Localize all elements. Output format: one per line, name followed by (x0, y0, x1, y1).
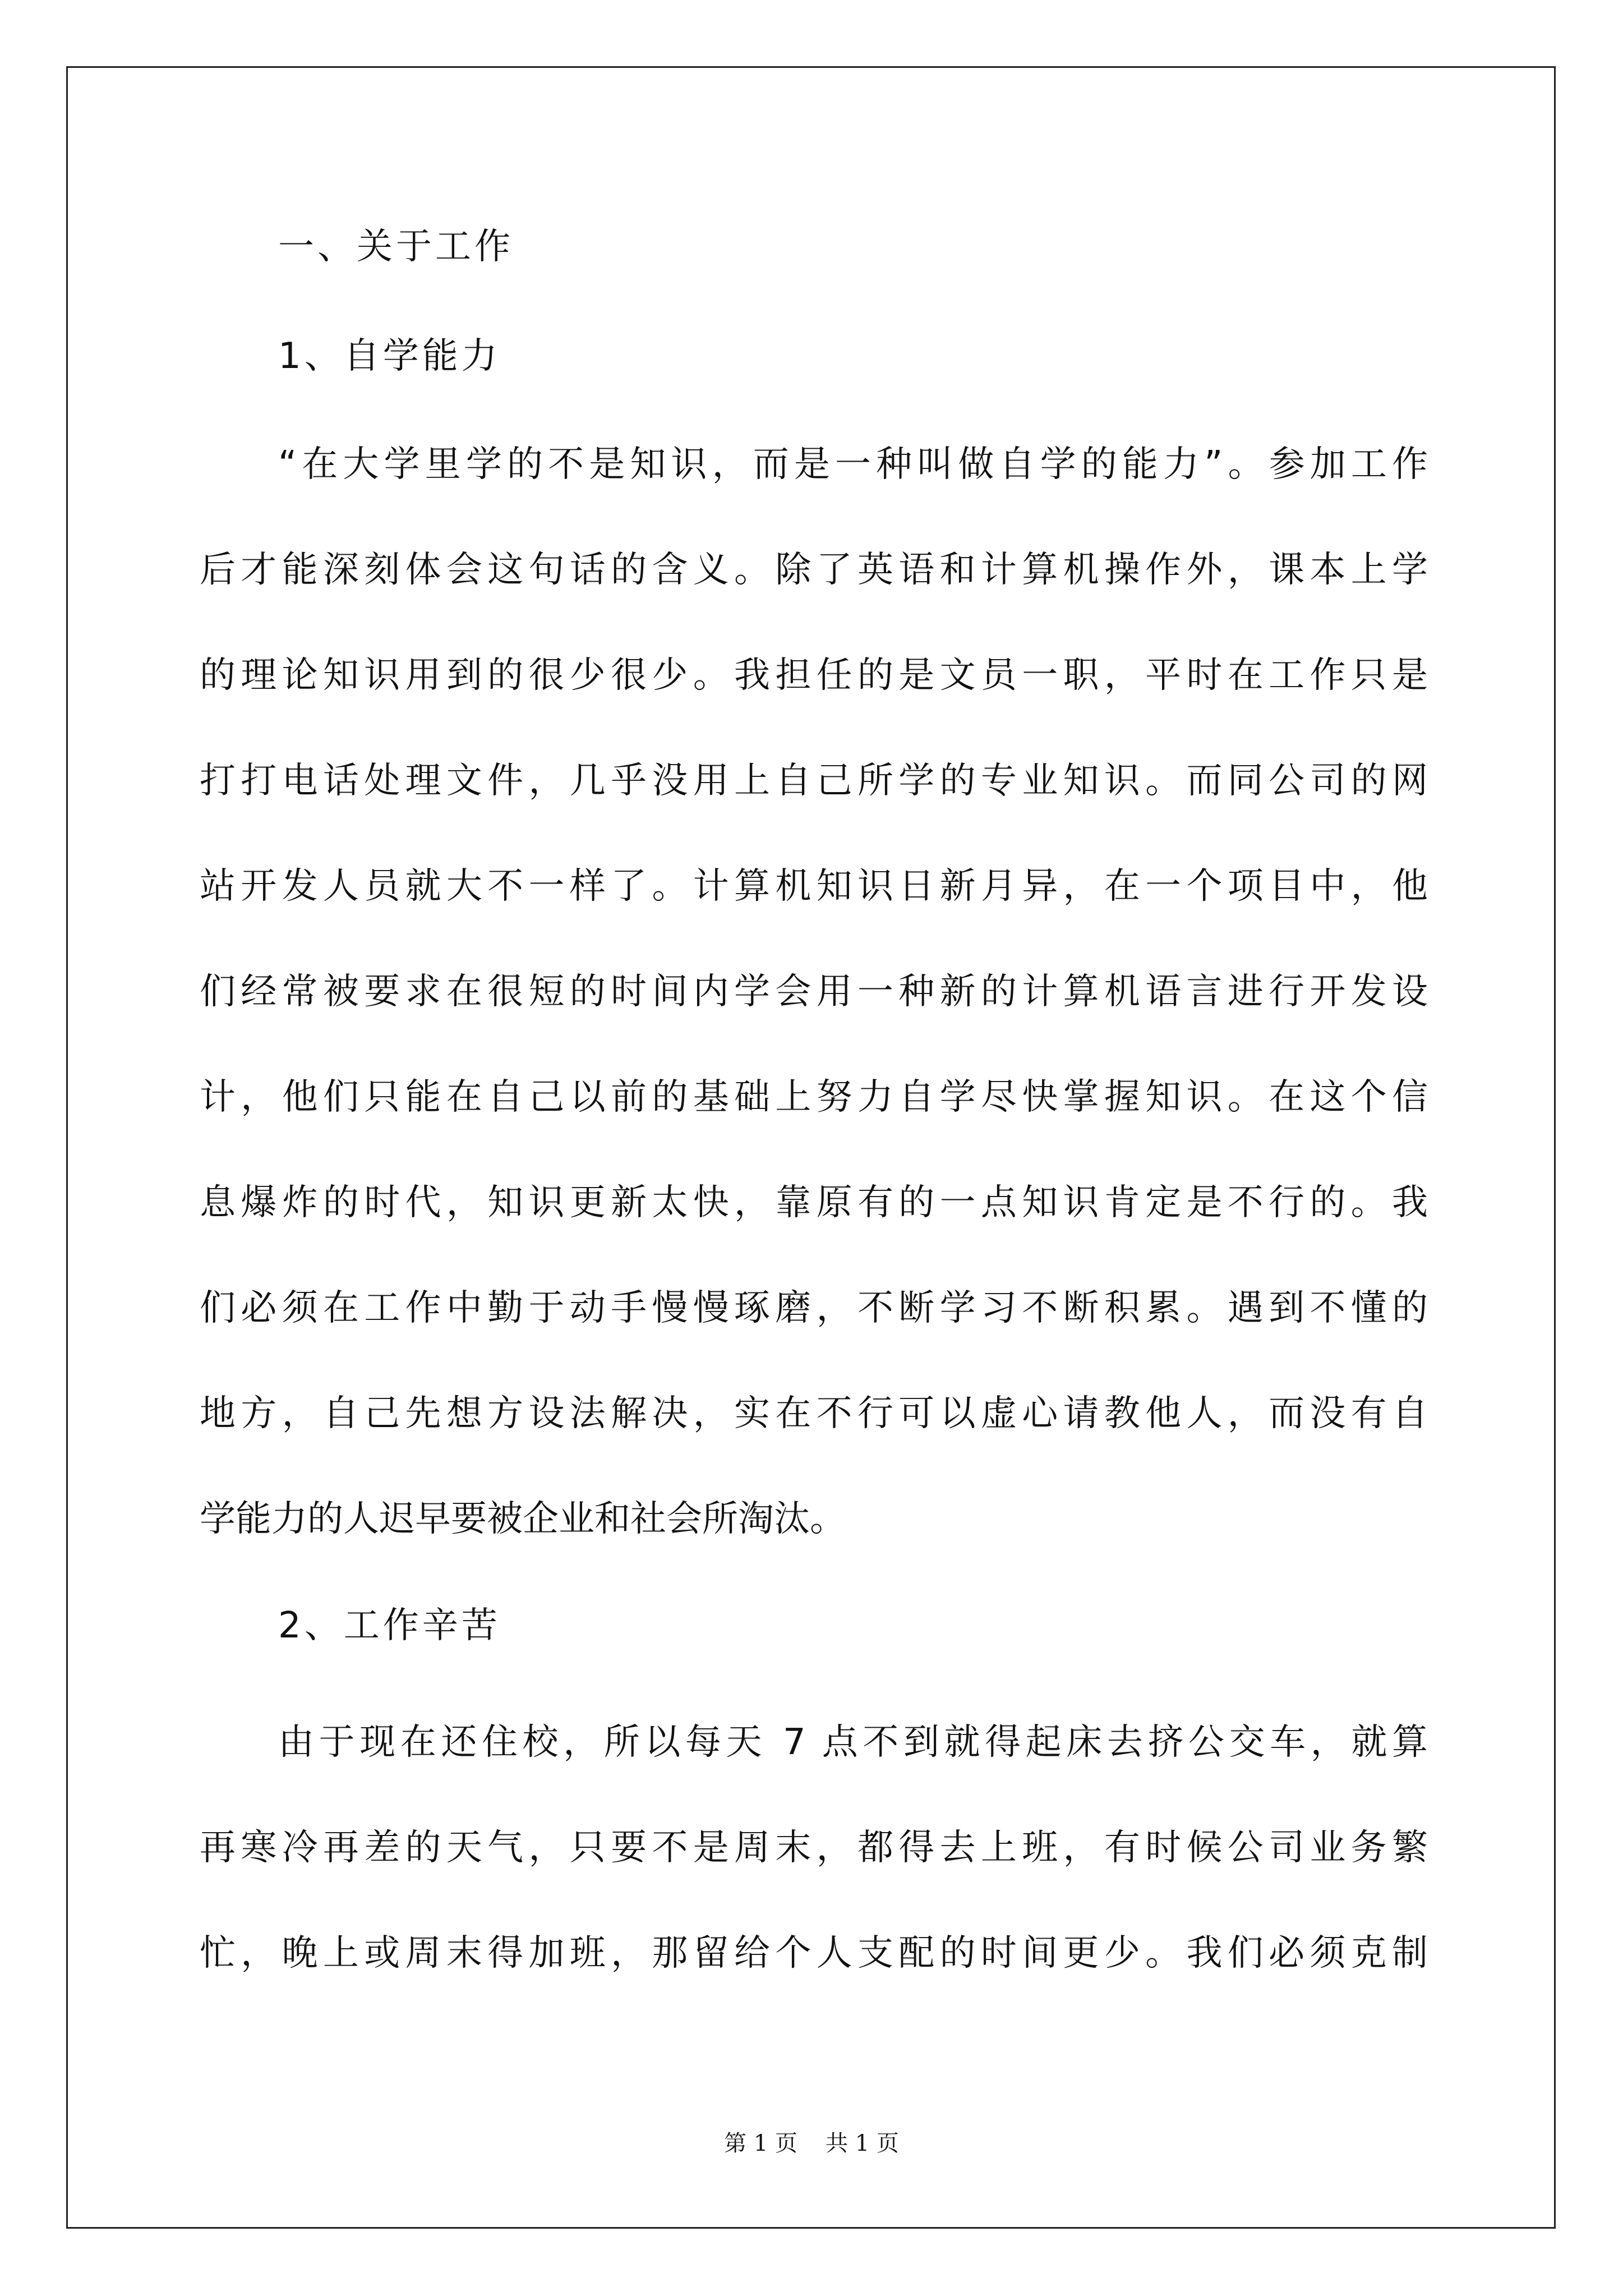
paragraph-line: 后才能深刻体会这句话的含义。除了英语和计算机操作外，课本上学 (200, 549, 1428, 591)
paragraph-line: “在大学里学的不是知识，而是一种叫做自学的能力”。参加工作 (278, 444, 1428, 485)
page-number: 第 1 页 (724, 2131, 797, 2156)
page-border (66, 66, 1556, 2229)
paragraph-line: 息爆炸的时代，知识更新太快，靠原有的一点知识肯定是不行的。我 (200, 1182, 1428, 1223)
paragraph-line: 们必须在工作中勤于动手慢慢琢磨，不断学习不断积累。遇到不懂的 (200, 1287, 1428, 1329)
paragraph-line: 忙，晚上或周末得加班，那留给个人支配的时间更少。我们必须克制 (200, 1932, 1428, 1974)
subsection-heading-self-study: 1、自学能力 (278, 335, 501, 377)
paragraph-line: 站开发人员就大不一样了。计算机知识日新月异，在一个项目中，他 (200, 866, 1428, 907)
subsection-heading-hard-work: 2、工作辛苦 (278, 1605, 501, 1646)
paragraph-line: 们经常被要求在很短的时间内学会用一种新的计算机语言进行开发设 (200, 971, 1428, 1013)
page-total: 共 1 页 (826, 2131, 899, 2156)
paragraph-line: 由于现在还住校，所以每天 7 点不到就得起床去挤公交车，就算 (278, 1722, 1428, 1763)
paragraph-line: 计，他们只能在自己以前的基础上努力自学尽快掌握知识。在这个信 (200, 1076, 1428, 1118)
paragraph-line: 地方，自己先想方设法解决，实在不行可以虚心请教他人，而没有自 (200, 1393, 1428, 1434)
section-heading: 一、关于工作 (278, 226, 514, 268)
paragraph-line: 再寒冷再差的天气，只要不是周末，都得去上班，有时候公司业务繁 (200, 1827, 1428, 1869)
page-footer (0, 2129, 1623, 2157)
paragraph-line: 的理论知识用到的很少很少。我担任的是文员一职，平时在工作只是 (200, 655, 1428, 696)
paragraph-line: 学能力的人迟早要被企业和社会所淘汰。 (200, 1498, 846, 1540)
paragraph-line: 打打电话处理文件，几乎没用上自己所学的专业知识。而同公司的网 (200, 760, 1428, 802)
